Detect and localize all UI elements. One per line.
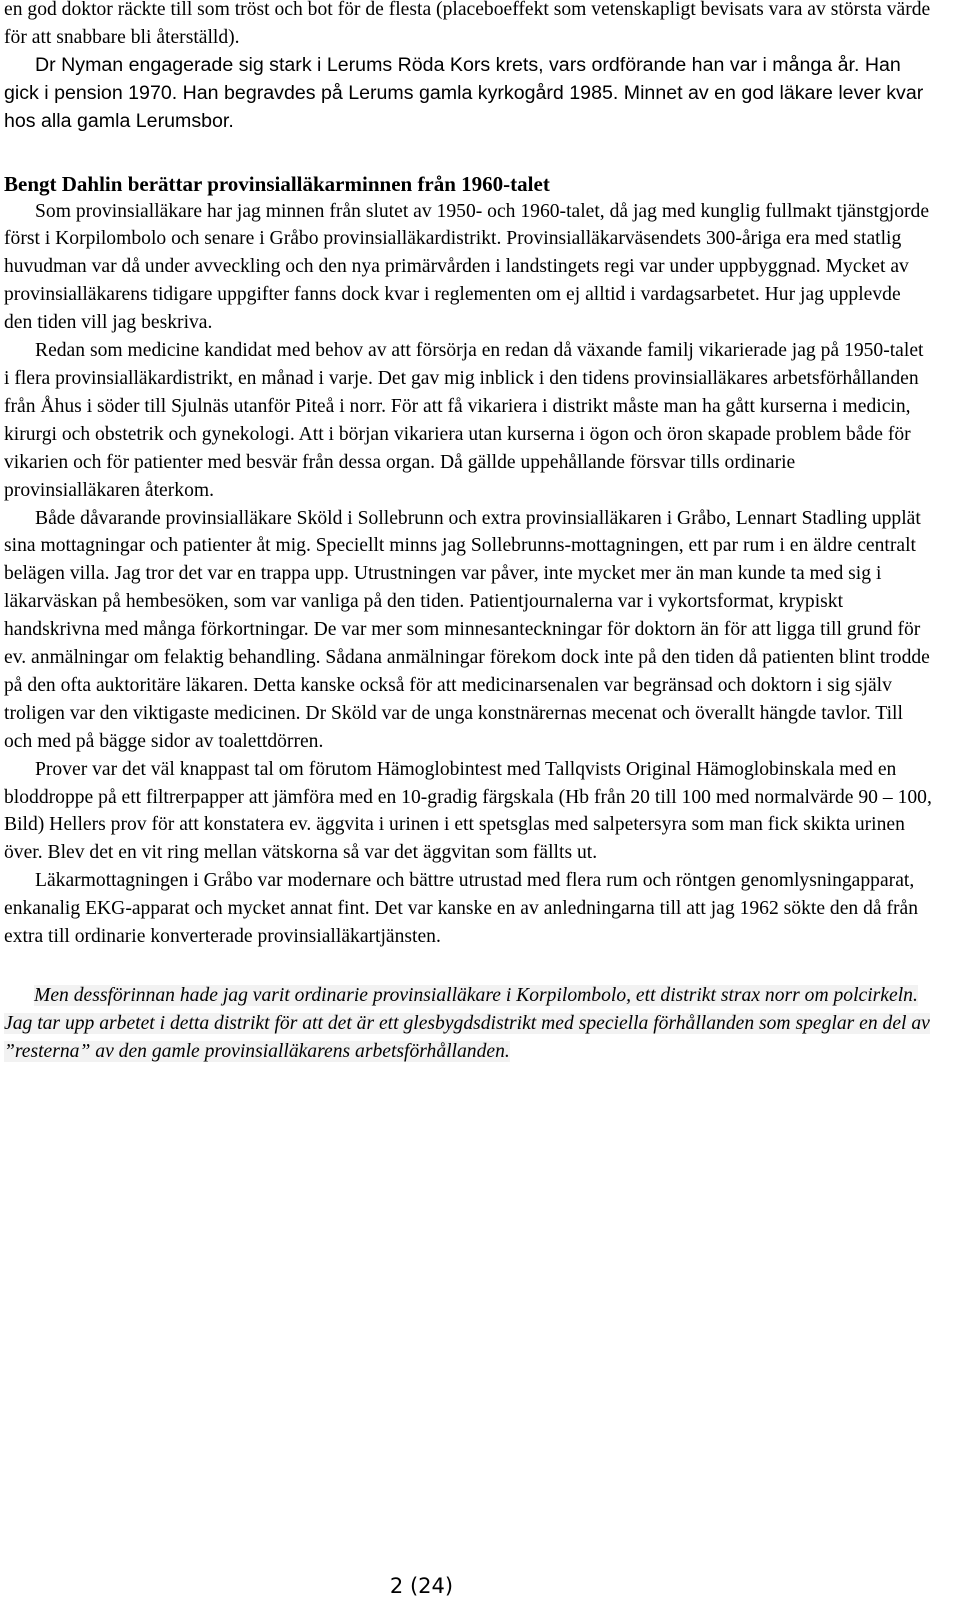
body-paragraph: Redan som medicine kandidat med behov av att försörja en redan då växande familj vikarierade jag på 1950-talet i flera provinsialläkardistrikt, en månad i varje. Det gav mig inblick i den tidens provinsialläkares arbetsförhållanden från Åhus i söder till Sjulnäs utanför Piteå i norr. För att få vikariera i distrikt måste man ha gått kurserna i medicin, kirurgi och obstetrik och gynekologi. Att i början vikariera utan kurserna i ögon och öron skapade problem både för vikarien och för patienter med besvär från dessa organ. Då gällde uppehållande försvar tills ordinarie provinsialläkaren återkom. xyxy=(4,340,924,501)
page-number: 2 (24) xyxy=(389,1574,454,1598)
intro-paragraph-nyman: Dr Nyman engagerade sig stark i Lerums Röda Kors krets, vars ordförande han var i många år. Han gick i pension 1970. Han begravdes på Lerums gamla kyrkogård 1985. Minnet av en god läkare lever kvar hos alla gamla Lerumsbor. xyxy=(4,53,924,132)
document-page xyxy=(4,0,932,1085)
section-heading: Bengt Dahlin berättar provinsialläkarminnen från 1960-talet xyxy=(4,171,550,196)
body-paragraph: Som provinsialläkare har jag minnen från slutet av 1950- och 1960-talet, då jag med kunglig fullmakt tjänstgjorde först i Korpilombolo och senare i Gråbo provinsialläkardistrikt. Provinsialläkarväsendets 300-åriga era med statlig huvudman var då under avveckling och den nya primärvården i landstingets regi var under uppbyggnad. Mycket av provinsialläkarens tidigare uppgifter fanns dock kvar i reglementen om ej alltid i vardagsarbetet. Hur jag upplevde den tiden vill jag beskriva. xyxy=(4,200,930,334)
body-paragraph: Prover var det väl knappast tal om förutom Hämoglobintest med Tallqvists Original Hämoglobinskala med en bloddroppe på ett filtrerpapper att jämföra med en 10-gradig färgskala (Hb från 20 till 100 med normalvärde 90 – 100, Bild) Hellers prov för att konstatera ev. äggvita i urinen i ett spetsglas med salpetersyra som man fick skikta urinen över. Blev det en vit ring mellan vätskorna så var det äggvitan som fällts ut. xyxy=(4,758,932,864)
body-paragraph: Läkarmottagningen i Gråbo var modernare och bättre utrustad med flera rum och röntgen genomlysningapparat, enkanalig EKG-apparat och mycket annat fint. Det var kanske en av anledningarna till att jag 1962 sökte den då från extra till ordinarie konverterade provinsialläkartjänsten. xyxy=(4,870,919,948)
italic-paragraph-text: Men dessförinnan hade jag varit ordinarie provinsialläkare i Korpilombolo, ett distrikt strax norr om polcirkeln. Jag tar upp arbetet i detta distrikt för att det är ett glesbygdsdistrikt med speciella förhållanden som speglar en del av ”resterna” av den gamle provinsialläkarens arbetsförhållanden. xyxy=(4,985,930,1062)
italic-paragraph xyxy=(4,982,932,1066)
body-paragraph: Både dåvarande provinsialläkare Sköld i Sollebrunn och extra provinsialläkaren i Gråbo, Lennart Stadling upplät sina mottagningar och patienter åt mig. Speciellt minns jag Sollebrunns-mottagningen, ett par rum i en äldre centralt belägen villa. Jag tror det var en trappa upp. Utrustningen var påver, inte mycket mer än man kunde ta med sig i läkarväskan på hembesöken, som var vanliga på den tiden. Patientjournalerna var i vykortsformat, krypiskt handskrivna med många förkortningar. De var mer som minnesanteckningar för doktorn än för att ligga till grund för ev. anmälningar om felaktig behandling. Sådana anmälningar förekom dock inte på den tiden då patienten blint trodde på den ofta auktoritäre läkaren. Detta kanske också för att medicinarsenalen var begränsad och doktorn i sig själv troligen var den viktigaste medicinen. Dr Sköld var de unga konstnärernas mecenat och överallt hängde tavlor. Till och med på bägge sidor av toalettdörren. xyxy=(4,507,930,752)
intro-paragraph-end: en god doktor räckte till som tröst och bot för de flesta (placeboeffekt som vetenskapligt bevisats vara av största värde för att snabbare bli återställd). xyxy=(4,0,931,48)
